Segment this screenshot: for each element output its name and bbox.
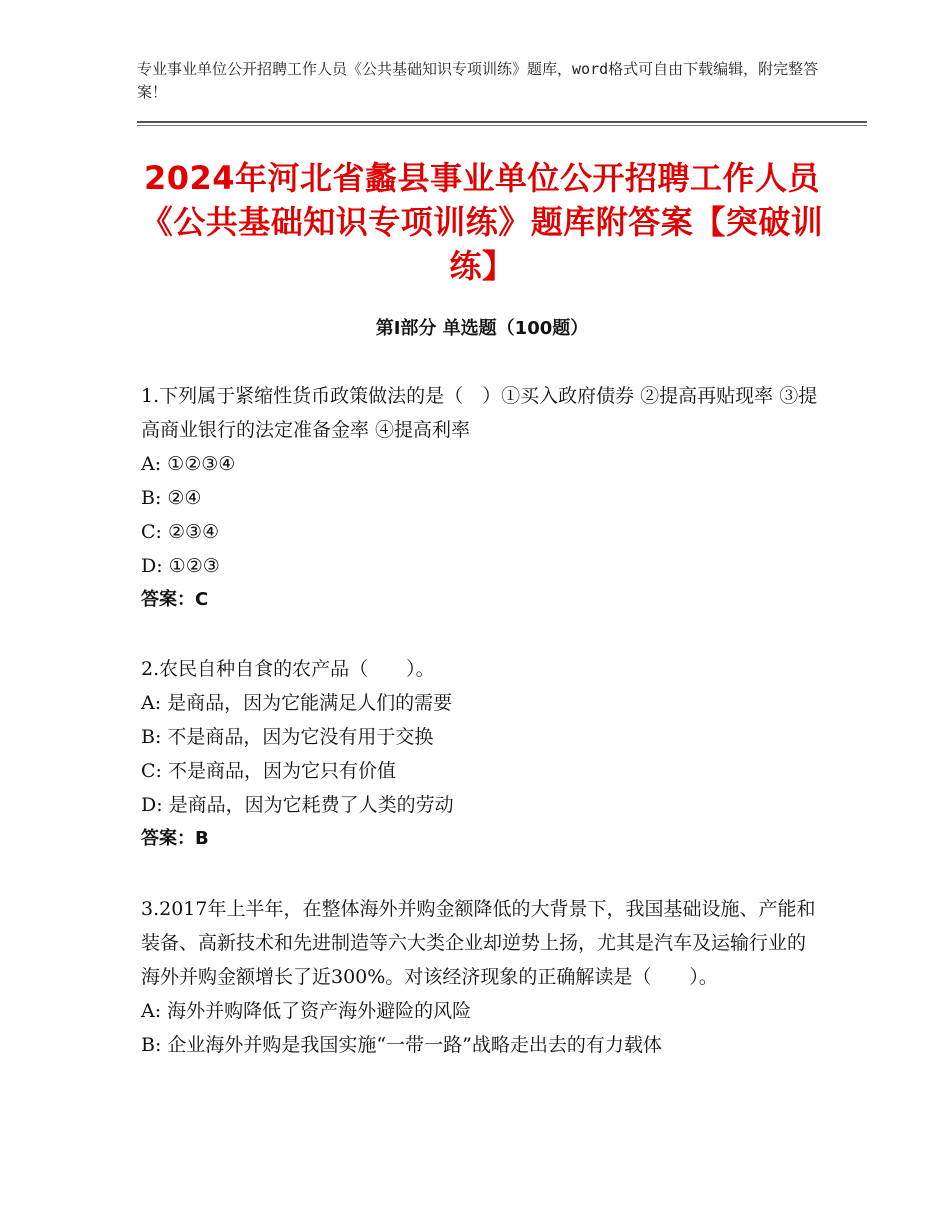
option-a: A: 是商品，因为它能满足人们的需要 xyxy=(141,692,453,714)
question-text: 2.农民自种自食的农产品（ ）。 xyxy=(141,658,435,680)
question-text: 1.下列属于紧缩性货币政策做法的是（ ）①买入政府债券 ②提高再贴现率 ③提高商业银行的法定准备金率 ④提高利率 xyxy=(141,385,818,441)
answer: 答案：B xyxy=(141,828,209,849)
option-b: B: 不是商品，因为它没有用于交换 xyxy=(141,726,434,748)
option-b: B: 企业海外并购是我国实施“一带一路”战略走出去的有力载体 xyxy=(141,1034,662,1056)
question-text: 3.2017年上半年，在整体海外并购金额降低的大背景下，我国基础设施、产能和装备、高新技术和先进制造等六大类企业却逆势上扬，尤其是汽车及运输行业的海外并购金额增长了近300%。对该经济现象的正确解读是（ ）。 xyxy=(141,898,816,988)
question-1 xyxy=(141,379,821,617)
option-c: C: 不是商品，因为它只有价值 xyxy=(141,760,396,782)
option-a: A: 海外并购降低了资产海外避险的风险 xyxy=(141,1000,472,1022)
question-2 xyxy=(141,652,821,856)
option-c: C: ②③④ xyxy=(141,521,220,543)
header-divider xyxy=(137,121,867,123)
option-d: D: ①②③ xyxy=(141,555,220,577)
document-title: 2024年河北省蠡县事业单位公开招聘工作人员《公共基础知识专项训练》题库附答案【突破训练】 xyxy=(140,159,824,285)
question-3 xyxy=(141,892,821,1062)
option-d: D: 是商品，因为它耗费了人类的劳动 xyxy=(141,794,454,816)
header-note: 专业事业单位公开招聘工作人员《公共基础知识专项训练》题库，word格式可自由下载编辑，附完整答案！ xyxy=(137,60,819,101)
option-a: A: ①②③④ xyxy=(141,453,236,475)
section-title: 第I部分 单选题（100题） xyxy=(375,318,589,339)
answer: 答案：C xyxy=(141,589,209,610)
option-b: B: ②④ xyxy=(141,487,202,509)
header-divider-thin xyxy=(137,125,867,126)
